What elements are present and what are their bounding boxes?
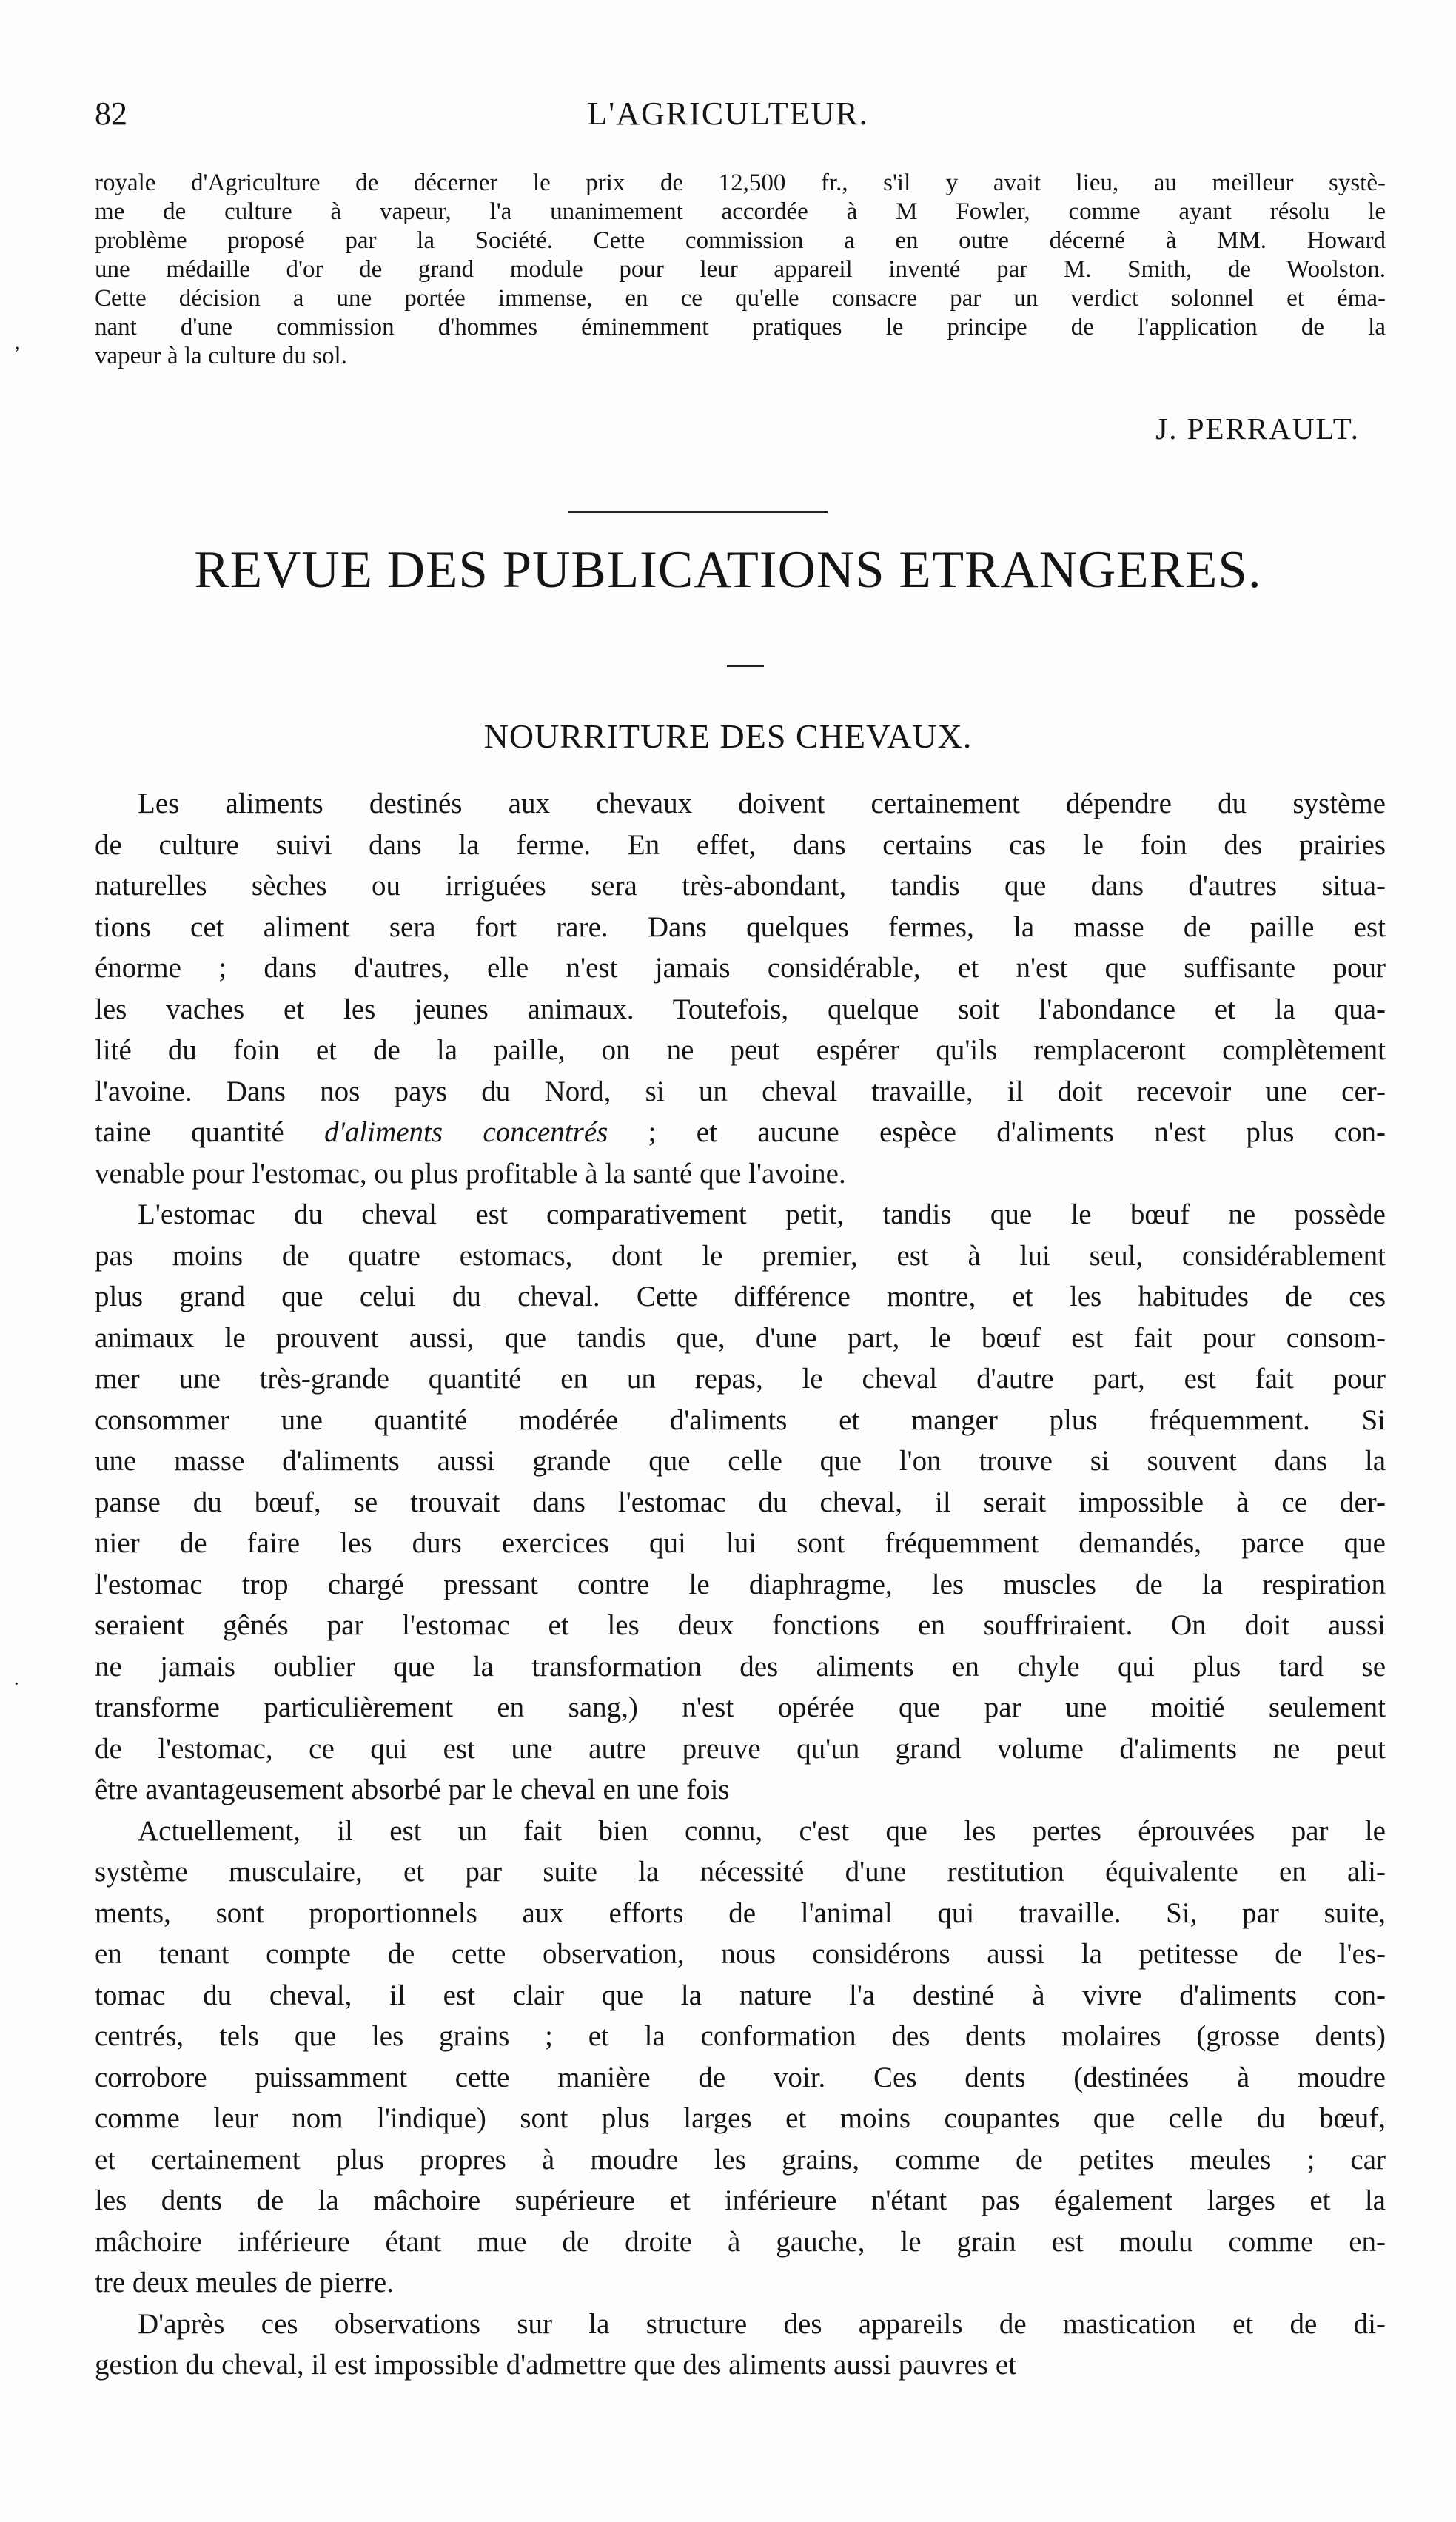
text-line: de culture suivi dans la ferme. En effet, dans certains cas le foin des prairies bbox=[95, 828, 1386, 861]
text-line: Actuellement, il est un fait bien connu, c'est que les pertes éprouvées par le bbox=[138, 1814, 1386, 1847]
subsection-title: NOURRITURE DES CHEVAUX. bbox=[483, 717, 973, 755]
author-signature: J. PERRAULT. bbox=[1155, 412, 1360, 446]
margin-mark: · bbox=[13, 1673, 20, 1694]
text-line: une médaille d'or de grand module pour leur appareil inventé par M. Smith, de Woolston. bbox=[95, 256, 1386, 283]
text-line: Cette décision a une portée immense, en ce qu'elle consacre par un verdict solonnel et éma- bbox=[95, 285, 1386, 312]
text-line: plus grand que celui du cheval. Cette différence montre, et les habitudes de ces bbox=[95, 1281, 1386, 1312]
text-line: Les aliments destinés aux chevaux doivent certainement dépendre du système bbox=[138, 788, 1386, 819]
text-line: en tenant compte de cette observation, nous considérons aussi la petitesse de l'es- bbox=[95, 1938, 1386, 1970]
text-line: l'avoine. Dans nos pays du Nord, si un cheval travaille, il doit recevoir une cer- bbox=[95, 1075, 1386, 1107]
text-line: système musculaire, et par suite la nécessité d'une restitution équivalente en ali- bbox=[95, 1856, 1386, 1888]
text-line: lité du foin et de la paille, on ne peut espérer qu'ils remplaceront complètement bbox=[95, 1034, 1386, 1066]
text-line: mer une très-grande quantité en un repas, le cheval d'autre part, est fait pour bbox=[95, 1363, 1386, 1395]
text-line: et certainement plus propres à moudre les grains, comme de petites meules ; car bbox=[95, 2143, 1386, 2176]
text-line: D'après ces observations sur la structure des appareils de mastication et de di- bbox=[138, 2307, 1386, 2340]
page-header bbox=[95, 95, 1361, 147]
text-line: une masse d'aliments aussi grande que celle que l'on trouve si souvent dans la bbox=[95, 1445, 1386, 1477]
text-line: ne jamais oublier que la transformation des aliments en chyle qui plus tard se bbox=[95, 1650, 1386, 1683]
running-title: L'AGRICULTEUR. bbox=[587, 95, 869, 132]
text-line: transforme particulièrement en sang,) n'est opérée que par une moitié seulement bbox=[95, 1691, 1386, 1723]
text-line: énorme ; dans d'autres, elle n'est jamais considérable, et n'est que suffisante pour bbox=[95, 952, 1386, 984]
text-line: venable pour l'estomac, ou plus profitable à la santé que l'avoine. bbox=[95, 1157, 846, 1190]
text-line: naturelles sèches ou irriguées sera très-abondant, tandis que dans d'autres situa- bbox=[95, 870, 1386, 902]
text-line: tions cet aliment sera fort rare. Dans quelques fermes, la masse de paille est bbox=[95, 910, 1386, 943]
text-line: me de culture à vapeur, l'a unanimement accordée à M Fowler, comme ayant résolu le bbox=[95, 198, 1386, 225]
text-line: pas moins de quatre estomacs, dont le premier, est à lui seul, considérablement bbox=[95, 1239, 1386, 1272]
section-title: REVUE DES PUBLICATIONS ETRANGERES. bbox=[194, 541, 1262, 599]
emphasis: d'aliments concentrés bbox=[324, 1116, 608, 1148]
text-line: centrés, tels que les grains ; et la conformation des dents molaires (grosse dents) bbox=[95, 2020, 1386, 2052]
text-line: L'estomac du cheval est comparativement petit, tandis que le bœuf ne possède bbox=[138, 1198, 1386, 1230]
text-line: mâchoire inférieure étant mue de droite à gauche, le grain est moulu comme en- bbox=[95, 2225, 1386, 2258]
text-line: royale d'Agriculture de décerner le prix de 12,500 fr., s'il y avait lieu, au meilleur systè- bbox=[95, 170, 1386, 196]
section-divider bbox=[568, 511, 828, 513]
text-line: problème proposé par la Société. Cette commission a en outre décerné à MM. Howard bbox=[95, 227, 1386, 254]
text-line: taine quantité d'aliments concentrés ; et aucune espèce d'aliments n'est plus con- bbox=[95, 1116, 1386, 1148]
text-line: corrobore puissamment cette manière de voir. Ces dents (destinées à moudre bbox=[95, 2061, 1386, 2093]
margin-mark: , bbox=[15, 332, 20, 353]
text-line: nant d'une commission d'hommes éminemment pratiques le principe de l'application de la bbox=[95, 314, 1386, 341]
text-line: comme leur nom l'indique) sont plus larges et moins coupantes que celle du bœuf, bbox=[95, 2102, 1386, 2134]
text-line: de l'estomac, ce qui est une autre preuve qu'un grand volume d'aliments ne peut bbox=[95, 1732, 1386, 1765]
text-line: nier de faire les durs exercices qui lui sont fréquemment demandés, parce que bbox=[95, 1527, 1386, 1559]
previous-article-text bbox=[95, 169, 1386, 371]
text-line: vapeur à la culture du sol. bbox=[95, 343, 347, 369]
page-number: 82 bbox=[95, 95, 127, 132]
text-line: animaux le prouvent aussi, que tandis que, d'une part, le bœuf est fait pour consom- bbox=[95, 1321, 1386, 1354]
text-line: panse du bœuf, se trouvait dans l'estomac du cheval, il serait impossible à ce der- bbox=[95, 1486, 1386, 1518]
text-line: l'estomac trop chargé pressant contre le diaphragme, les muscles de la respiration bbox=[95, 1568, 1386, 1600]
text-line: être avantageusement absorbé par le cheval en une fois bbox=[95, 1774, 730, 1805]
text-line: seraient gênés par l'estomac et les deux fonctions en souffriraient. On doit aussi bbox=[95, 1609, 1386, 1641]
text-line: gestion du cheval, il est impossible d'admettre que des aliments aussi pauvres et bbox=[95, 2349, 1016, 2381]
text-line: les vaches et les jeunes animaux. Toutefois, quelque soit l'abondance et la qua- bbox=[95, 993, 1386, 1025]
text-line: consommer une quantité modérée d'aliments et manger plus fréquemment. Si bbox=[95, 1403, 1386, 1436]
article-body bbox=[95, 783, 1386, 2386]
text-line: les dents de la mâchoire supérieure et inférieure n'étant pas également larges et la bbox=[95, 2184, 1386, 2216]
text-line: tre deux meules de pierre. bbox=[95, 2267, 394, 2298]
title-dash bbox=[727, 665, 764, 667]
text-line: ments, sont proportionnels aux efforts de l'animal qui travaille. Si, par suite, bbox=[95, 1896, 1386, 1929]
text-line: tomac du cheval, il est clair que la nature l'a destiné à vivre d'aliments con- bbox=[95, 1979, 1386, 2011]
